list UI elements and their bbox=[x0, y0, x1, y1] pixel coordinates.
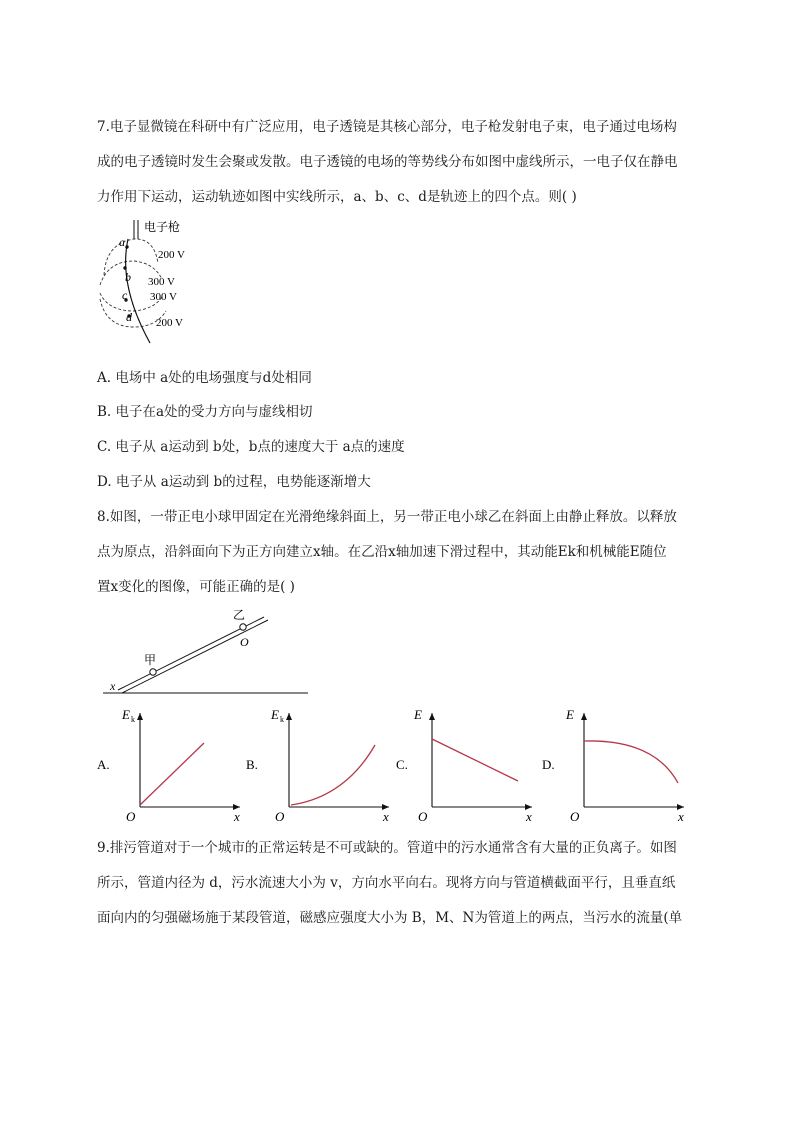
label-b: b bbox=[125, 270, 131, 284]
ball-jia bbox=[150, 669, 156, 675]
equipotential-200v-top bbox=[104, 239, 158, 275]
graph-b-y-sub: k bbox=[280, 715, 284, 724]
graph-d-origin-label: O bbox=[570, 809, 580, 824]
graph-a-option-label: A. bbox=[97, 757, 110, 772]
q7-line-1: 7.电子显微镜在科研中有广泛应用，电子透镜是其核心部分，电子枪发射电子束，电子通过电场构 bbox=[97, 119, 677, 135]
graph-d-y-label: E bbox=[566, 707, 574, 722]
graph-d-option-label: D. bbox=[542, 757, 555, 772]
q7-option-a: A. 电场中 a处的电场强度与d处相同 bbox=[97, 370, 312, 386]
graph-a-curve bbox=[140, 743, 204, 805]
q7-electron-lens-figure bbox=[92, 215, 212, 345]
q9-line-1: 9.排污管道对于一个城市的正常运转是不可或缺的。管道中的污水通常含有大量的正负离子。如图 bbox=[97, 840, 677, 856]
gun-label: 电子枪 bbox=[144, 220, 181, 234]
q7-line-2: 成的电子透镜时发生会聚或发散。电子透镜的电场的等势线分布如图中虚线所示，一电子仅在静电 bbox=[97, 154, 678, 170]
electron-trajectory bbox=[126, 239, 150, 343]
graph-a-y-arrow bbox=[137, 713, 143, 720]
label-yi: 乙 bbox=[233, 608, 246, 622]
graph-d-y-arrow bbox=[581, 713, 587, 720]
q8-line-3: 置x变化的图像，可能正确的是( ) bbox=[97, 579, 295, 595]
potential-label-4: 200 V bbox=[156, 317, 183, 329]
graph-c-y-arrow bbox=[429, 713, 435, 720]
q9-line-3: 面向内的匀强磁场施于某段管道，磁感应强度大小为 B，M、N为管道上的两点，当污水的流量(单 bbox=[97, 910, 683, 926]
graph-d-curve bbox=[584, 741, 678, 783]
label-a: a bbox=[119, 235, 125, 249]
graph-c-curve bbox=[432, 739, 518, 781]
graph-b-x-label: x bbox=[383, 809, 389, 824]
q8-line-2: 点为原点，沿斜面向下为正方向建立x轴。在乙沿x轴加速下滑过程中，其动能Ek和机械能E随位 bbox=[97, 544, 667, 560]
q7-line-3: 力作用下运动，运动轨迹如图中实线所示，a、b、c、d是轨迹上的四个点。则( ) bbox=[97, 189, 577, 205]
q8-line-1: 8.如图，一带正电小球甲固定在光滑绝缘斜面上，另一带正电小球乙在斜面上由静止释放。以释放 bbox=[97, 509, 677, 525]
graph-b-origin-label: O bbox=[275, 809, 285, 824]
q7-option-d: D. 电子从 a运动到 b的过程，电势能逐渐增大 bbox=[97, 474, 371, 490]
graph-b-curve bbox=[291, 745, 375, 805]
point-a bbox=[125, 245, 128, 248]
graph-c-y-label: E bbox=[414, 707, 422, 722]
ball-yi bbox=[240, 624, 246, 630]
label-origin: O bbox=[240, 635, 249, 649]
graph-b-y-arrow bbox=[286, 713, 292, 720]
graph-c-origin-label: O bbox=[418, 809, 428, 824]
graph-c-x-label: x bbox=[526, 809, 532, 824]
graph-d-x-label: x bbox=[678, 809, 684, 824]
q8-graphs bbox=[0, 695, 794, 825]
potential-label-3: 300 V bbox=[150, 291, 177, 303]
graph-b-option-label: B. bbox=[246, 757, 258, 772]
label-d: d bbox=[126, 310, 132, 324]
graph-a-y-label: E bbox=[122, 707, 130, 722]
potential-label-1: 200 V bbox=[158, 249, 185, 261]
potential-label-2: 300 V bbox=[148, 276, 175, 288]
label-c: c bbox=[122, 288, 128, 302]
q9-line-2: 所示，管道内径为 d，污水流速大小为 v，方向水平向右。现将方向与管道横截面平行，且垂直纸 bbox=[97, 875, 676, 891]
q7-option-b: B. 电子在a处的受力方向与虚线相切 bbox=[97, 404, 313, 420]
graph-b-y-label: E bbox=[271, 707, 279, 722]
graph-a-y-sub: k bbox=[131, 715, 135, 724]
graph-a-x-label: x bbox=[234, 809, 240, 824]
q8-incline-figure bbox=[98, 604, 313, 699]
q7-option-c: C. 电子从 a运动到 b处，b点的速度大于 a点的速度 bbox=[97, 439, 405, 455]
label-jia: 甲 bbox=[144, 653, 157, 667]
label-x-axis: x bbox=[110, 679, 116, 693]
graph-c-option-label: C. bbox=[396, 757, 408, 772]
graph-a-origin-label: O bbox=[126, 809, 136, 824]
